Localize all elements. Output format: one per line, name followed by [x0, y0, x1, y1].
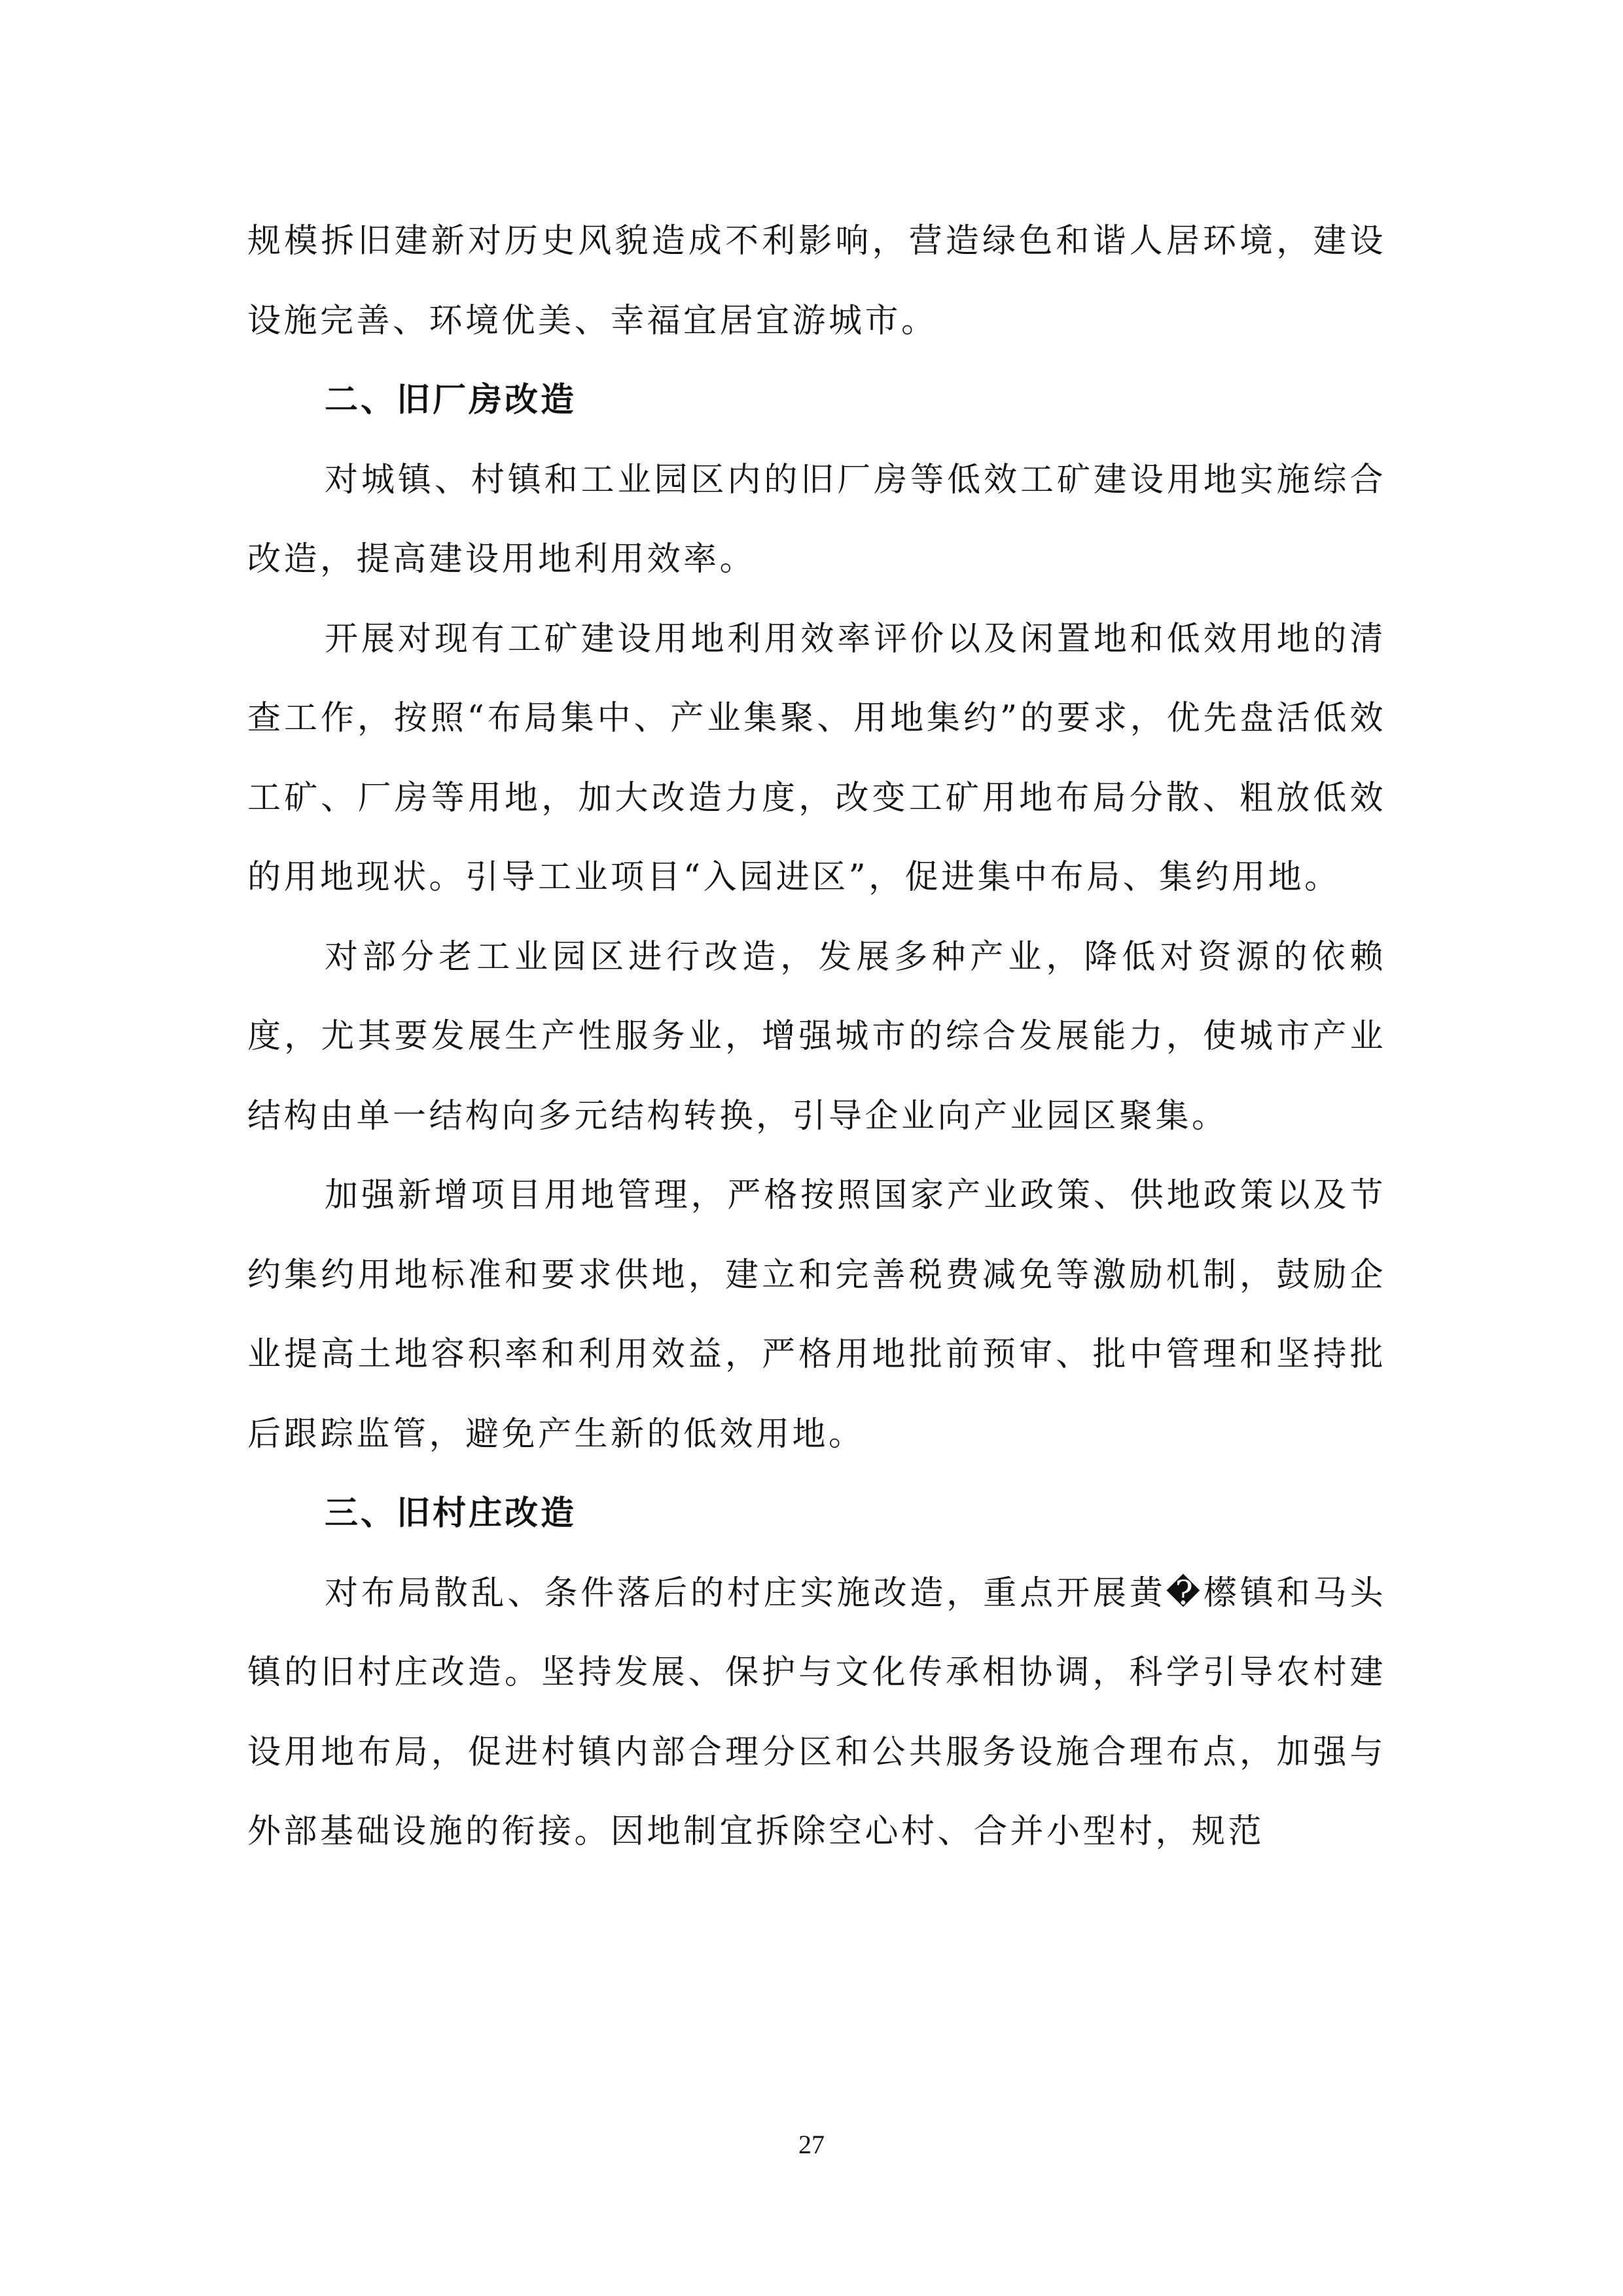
document-body [247, 202, 1386, 1872]
paragraph-industrial-park: 对部分老工业园区进行改造，发展多种产业，降低对资源的依赖度，尤其要发展生产性服务业，增强城市的综合发展能力，使城市产业结构由单一结构向多元结构转换，引导企业向产业园区聚集。 [247, 937, 1386, 1136]
section-heading-old-factory: 二、旧厂房改造 [325, 381, 577, 420]
paragraph-factory-overview: 对城镇、村镇和工业园区内的旧厂房等低效工矿建设用地实施综合改造，提高建设用地利用效率。 [247, 460, 1386, 579]
section-heading-old-village: 三、旧村庄改造 [325, 1494, 577, 1533]
paragraph-factory-survey: 开展对现有工矿建设用地利用效率评价以及闲置地和低效用地的清查工作，按照“布局集中、产业集聚、用地集约”的要求，优先盘活低效工矿、厂房等用地，加大改造力度，改变工矿用地布局分散、粗放低效的用地现状。引导工业项目“入园进区”，促进集中布局、集约用地。 [247, 619, 1386, 897]
paragraph-village-renovation: 对布局散乱、条件落后的村庄实施改造，重点开展黄�櫒镇和马头镇的旧村庄改造。坚持发展、保护与文化传承相协调，科学引导农村建设用地布局，促进村镇内部合理分区和公共服务设施合理布点，加强与外部基础设施的衔接。因地制宜拆除空心村、合并小型村，规范 [247, 1573, 1386, 1851]
page-number: 27 [798, 2130, 825, 2159]
paragraph-land-management: 加强新增项目用地管理，严格按照国家产业政策、供地政策以及节约集约用地标准和要求供地，建立和完善税费减免等激励机制，鼓励企业提高土地容积率和利用效益，严格用地批前预审、批中管理和坚持批后跟踪监管，避免产生新的低效用地。 [247, 1176, 1386, 1454]
paragraph-intro-continuation: 规模拆旧建新对历史风貌造成不利影响，营造绿色和谐人居环境，建设设施完善、环境优美、幸福宜居宜游城市。 [247, 222, 1386, 340]
